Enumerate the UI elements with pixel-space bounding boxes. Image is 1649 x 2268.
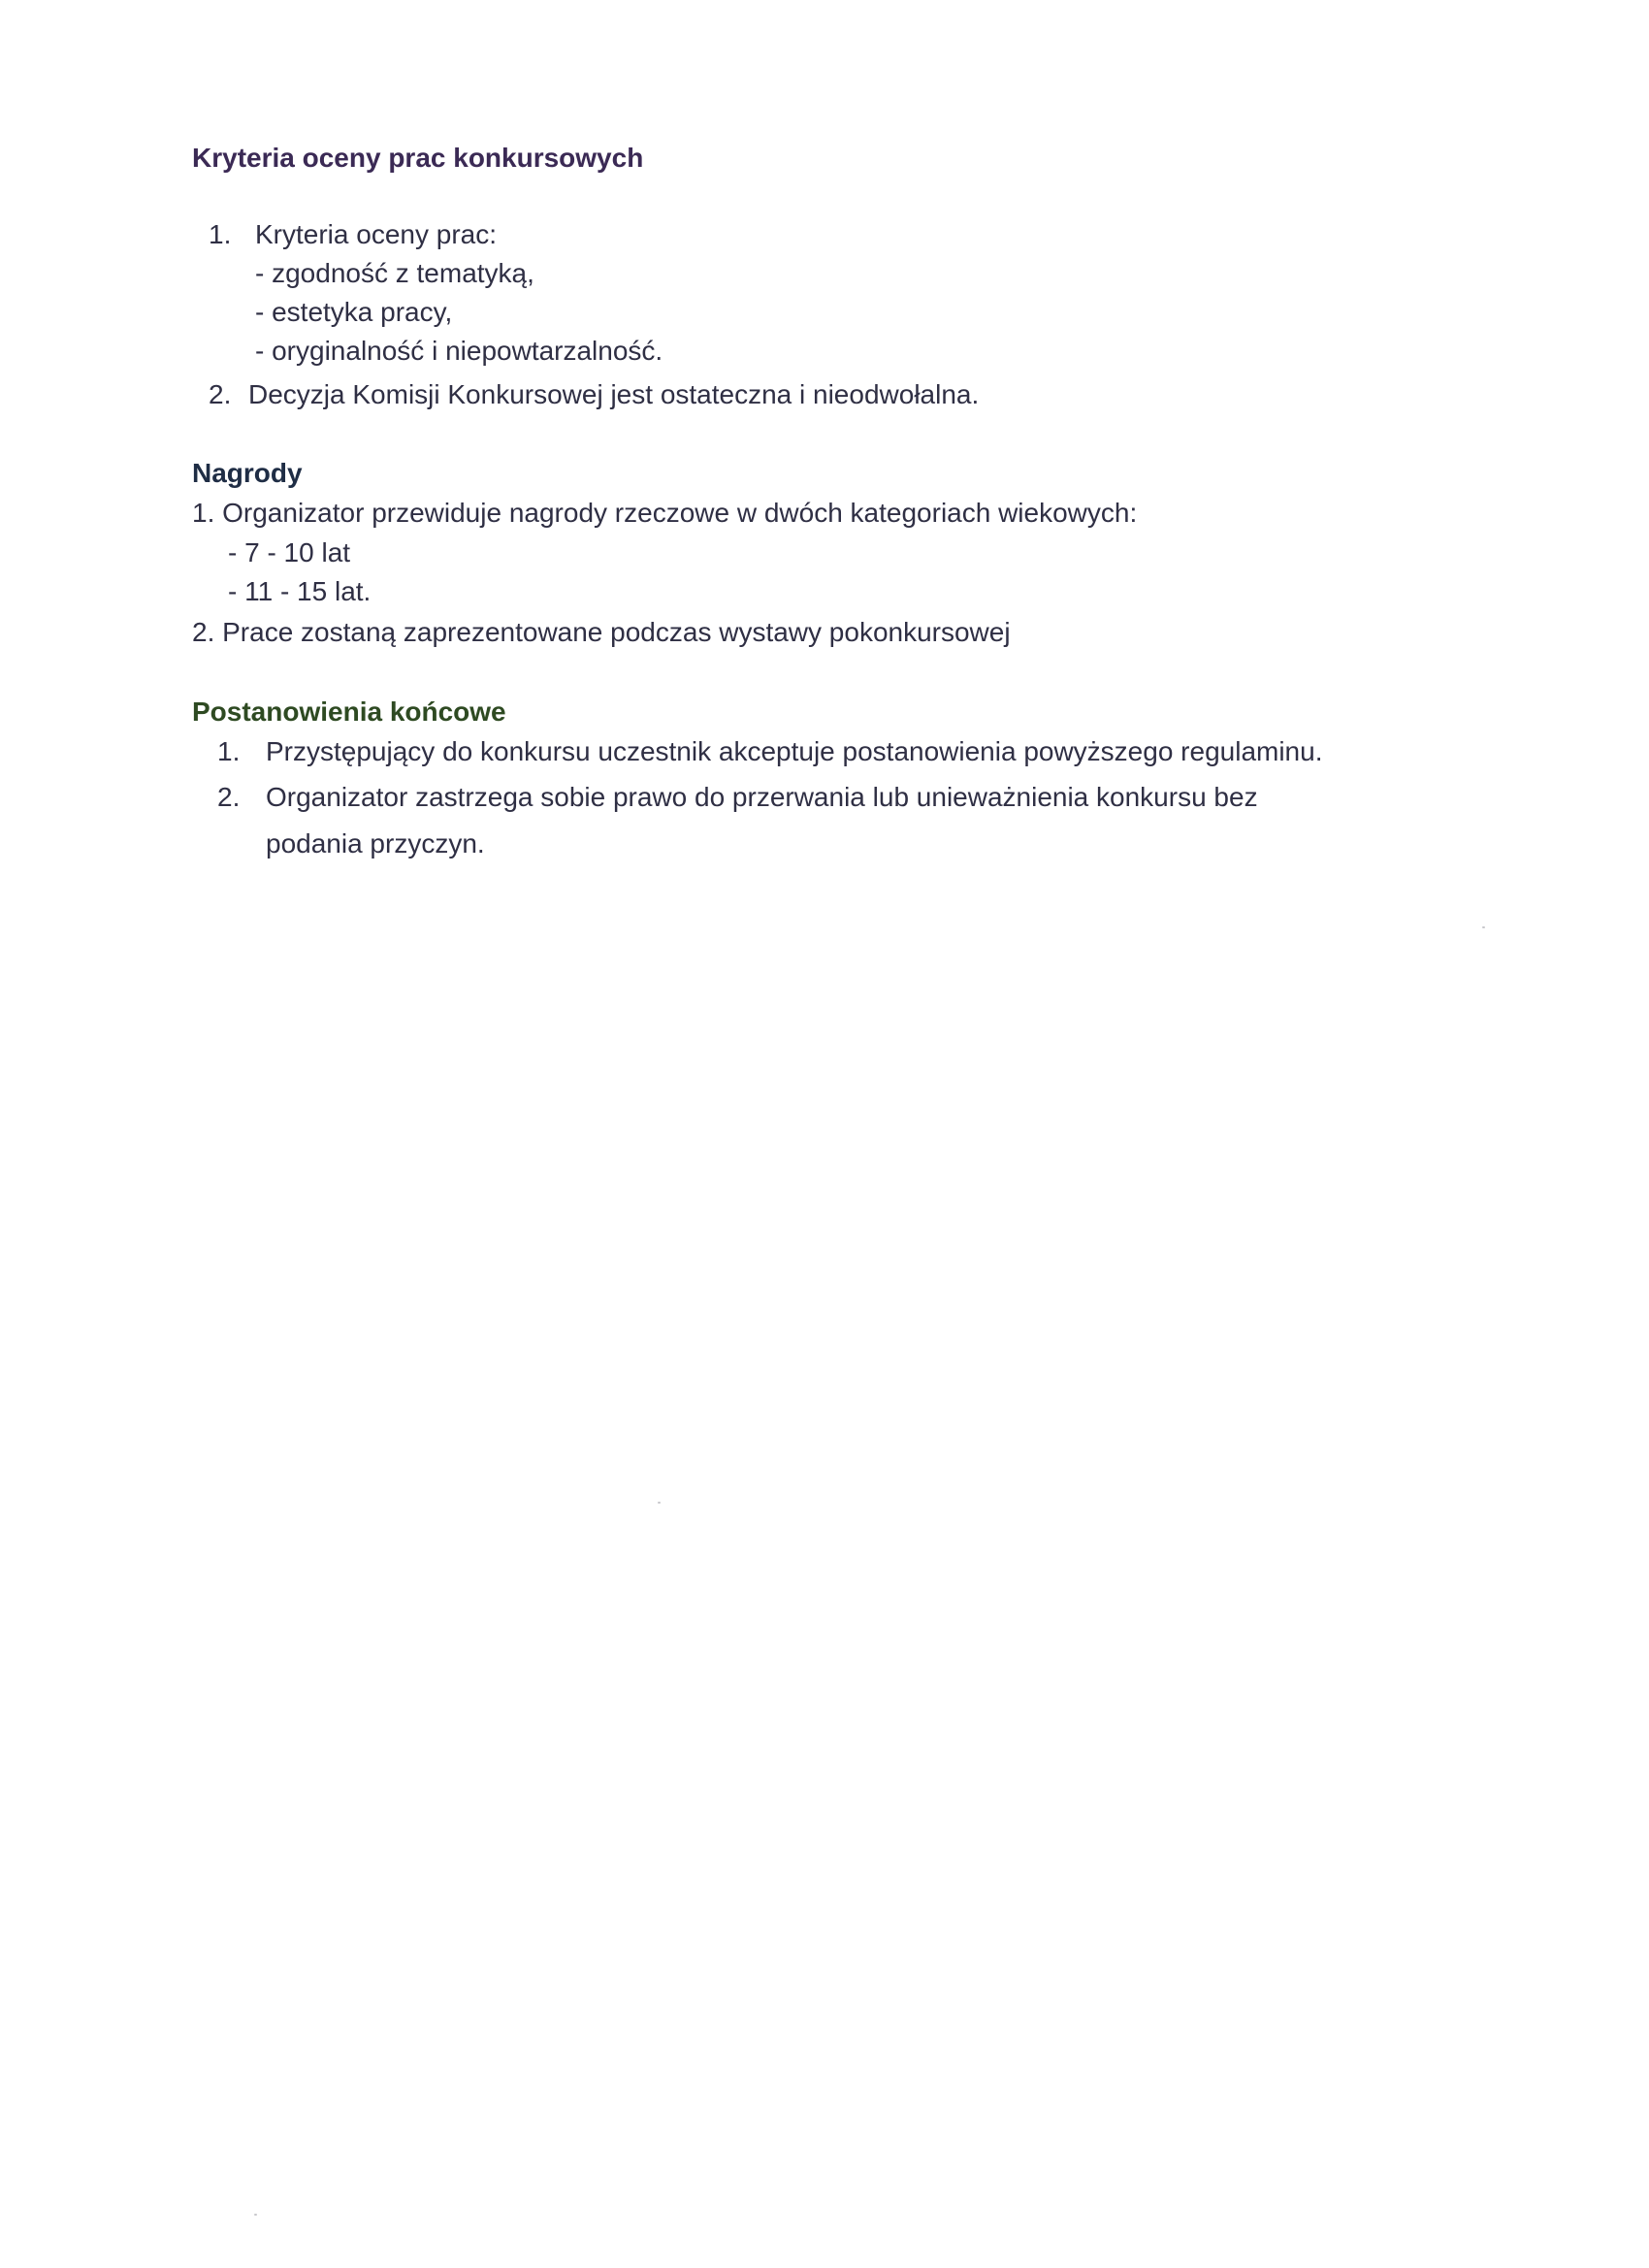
prizes-heading: Nagrody (192, 458, 303, 488)
criteria-subitem-1: - zgodność z tematyką, (255, 258, 534, 288)
prizes-item1-text: 1. Organizator przewiduje nagrody rzeczowe w dwóch kategoriach wiekowych: (192, 498, 1138, 528)
final-heading: Postanowienia końcowe (192, 697, 506, 727)
criteria-item2-text: Decyzja Komisji Konkursowej jest ostateczna i nieodwołalna. (248, 379, 980, 409)
prizes-item2-text: 2. Prace zostaną zaprezentowane podczas wystawy pokonkursowej (192, 617, 1011, 647)
final-item1-text: Przystępujący do konkursu uczestnik akceptuje postanowienia powyższego regulaminu. (266, 736, 1323, 766)
criteria-subitem-2: - estetyka pracy, (255, 297, 453, 327)
prizes-subitem-2: - 11 - 15 lat. (228, 576, 372, 606)
final-item1-number: 1. (217, 736, 241, 766)
final-item2-continuation: podania przyczyn. (266, 828, 485, 859)
final-item2-text: Organizator zastrzega sobie prawo do przerwania lub unieważnienia konkursu bez (266, 782, 1258, 812)
criteria-subitem-3: - oryginalność i niepowtarzalność. (255, 336, 663, 366)
criteria-heading: Kryteria oceny prac konkursowych (192, 143, 644, 173)
scan-speck (254, 2214, 257, 2216)
prizes-subitem-1: - 7 - 10 lat (228, 537, 351, 567)
final-item2-number: 2. (217, 782, 241, 812)
scan-speck (1482, 926, 1485, 928)
criteria-item2-number: 2. (209, 379, 232, 409)
criteria-item1-number: 1. (209, 219, 232, 249)
scan-speck (658, 1502, 661, 1504)
criteria-item1-text: Kryteria oceny prac: (255, 219, 497, 249)
